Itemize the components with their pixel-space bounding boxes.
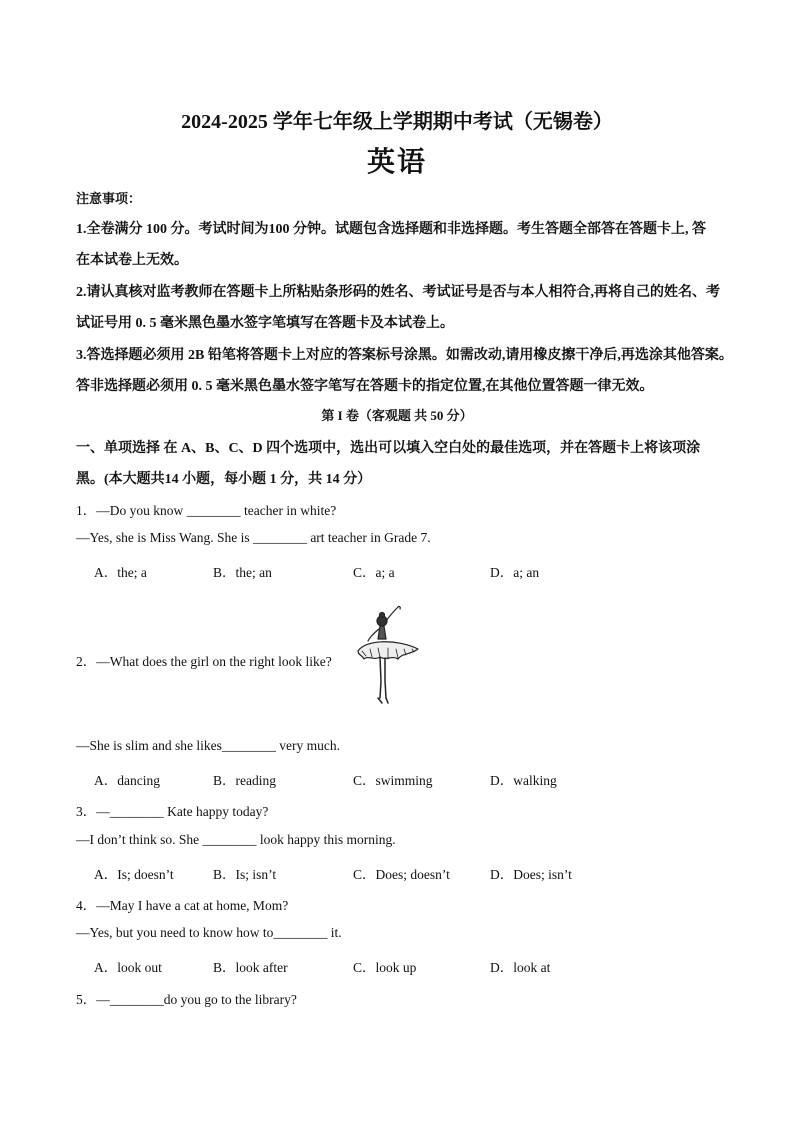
option-c: C．a; a bbox=[353, 565, 395, 580]
notice-line: 试证号用 0. 5 毫米黑色墨水签字笔填写在答题卡及本试卷上。 bbox=[76, 316, 454, 331]
question-stem: —I don’t think so. She ________ look happy this morning. bbox=[76, 832, 396, 847]
option-b: B．reading bbox=[213, 773, 276, 788]
option-d: D．look at bbox=[490, 960, 551, 975]
question-stem: 2．—What does the girl on the right look like? bbox=[76, 654, 332, 669]
option-d: D．walking bbox=[490, 773, 557, 788]
notice-line: 3.答选择题必须用 2B 铅笔将答题卡上对应的答案标号涂黑。如需改动,请用橡皮擦干净后,再选涂其他答案。 bbox=[76, 348, 733, 363]
option-b: B．look after bbox=[213, 960, 288, 975]
option-b: B．the; an bbox=[213, 565, 272, 580]
option-a: A．Is; doesn’t bbox=[94, 867, 174, 882]
option-a: A．look out bbox=[94, 960, 162, 975]
exam-title: 2024-2025 学年七年级上学期期中考试（无锡卷） bbox=[181, 111, 613, 133]
section-instruction: 一、单项选择 在 A、B、C、D 四个选项中，选出可以填入空白处的最佳选项，并在答题卡上将该项涂 bbox=[76, 441, 701, 456]
notice-heading: 注意事项： bbox=[76, 191, 142, 206]
question-stem: 1．—Do you know ________ teacher in white? bbox=[76, 503, 337, 518]
notice-line: 2.请认真核对监考教师在答题卡上所粘贴条形码的姓名、考试证号是否与本人相符合,再将自己的姓名、考 bbox=[76, 285, 720, 300]
option-c: C．Does; doesn’t bbox=[353, 867, 450, 882]
question-stem: 4．—May I have a cat at home, Mom? bbox=[76, 898, 289, 913]
part-title: 第 I 卷（客观题 共 50 分） bbox=[321, 408, 473, 423]
ballerina-illustration bbox=[352, 603, 424, 708]
question-stem: —She is slim and she likes________ very much. bbox=[76, 738, 340, 753]
notice-line: 在本试卷上无效。 bbox=[76, 253, 188, 268]
notice-line: 1.全卷满分 100 分。考试时间为100 分钟。试题包含选择题和非选择题。考生答题全部答在答题卡上, 答 bbox=[76, 222, 706, 237]
question-stem: 3．—________ Kate happy today? bbox=[76, 804, 269, 819]
option-a: A．dancing bbox=[94, 773, 160, 788]
option-c: C．look up bbox=[353, 960, 417, 975]
option-d: D．Does; isn’t bbox=[490, 867, 572, 882]
notice-line: 答非选择题必须用 0. 5 毫米黑色墨水签字笔写在答题卡的指定位置,在其他位置答题一律无效。 bbox=[76, 379, 654, 394]
option-d: D．a; an bbox=[490, 565, 540, 580]
section-instruction: 黑。(本大题共14 小题，每小题 1 分，共 14 分） bbox=[76, 472, 372, 487]
question-stem: 5．—________do you go to the library? bbox=[76, 992, 297, 1007]
question-stem: —Yes, she is Miss Wang. She is ________ art teacher in Grade 7. bbox=[76, 530, 431, 545]
option-a: A．the; a bbox=[94, 565, 147, 580]
option-b: B．Is; isn’t bbox=[213, 867, 277, 882]
option-c: C．swimming bbox=[353, 773, 433, 788]
question-stem: —Yes, but you need to know how to________ it. bbox=[76, 925, 342, 940]
subject-title: 英语 bbox=[366, 147, 427, 178]
